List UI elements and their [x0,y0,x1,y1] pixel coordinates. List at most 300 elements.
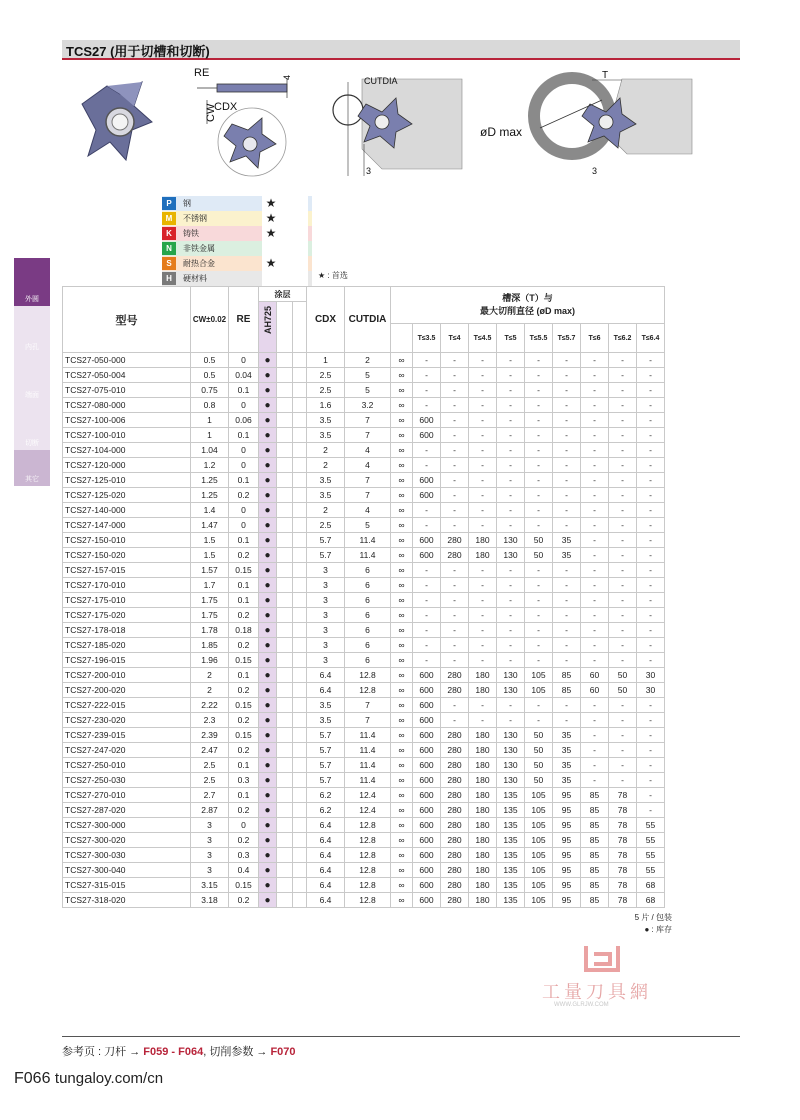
cell-depth: 35 [553,533,581,548]
cell-grade-stock: ● [259,608,277,623]
cell-depth: - [525,698,553,713]
cell-depth: 280 [441,683,469,698]
cell-infinity: ∞ [391,488,413,503]
cell-grade-stock: ● [259,353,277,368]
cell-depth: - [581,383,609,398]
cell-blank [293,833,307,848]
cell-blank [277,368,293,383]
cell-blank [277,518,293,533]
cell-depth: 180 [469,668,497,683]
cell-blank [293,488,307,503]
cell-grade-stock: ● [259,503,277,518]
cell-grade-stock: ● [259,683,277,698]
cell-model: TCS27-230-020 [63,713,191,728]
cell-grade-stock: ● [259,413,277,428]
legend-preferred-mark [262,241,280,256]
cell-depth: 50 [525,743,553,758]
table-row [63,773,665,788]
table-row [63,428,665,443]
cell-depth: 50 [525,758,553,773]
cell-blank [293,443,307,458]
cell-grade-stock: ● [259,458,277,473]
cell-depth: 180 [469,533,497,548]
cell-cw: 1.75 [191,608,229,623]
cell-grade-stock: ● [259,368,277,383]
cell-blank [277,893,293,908]
cell-cw: 0.75 [191,383,229,398]
cell-depth: - [609,488,637,503]
cell-depth: 280 [441,743,469,758]
cell-cw: 1.04 [191,443,229,458]
cell-depth: - [441,518,469,533]
cell-re: 0 [229,818,259,833]
cell-depth: - [413,623,441,638]
cell-grade-stock: ● [259,398,277,413]
cell-depth: - [469,428,497,443]
cell-re: 0 [229,443,259,458]
cell-depth: - [497,593,525,608]
legend-material: 钢 [183,199,191,208]
cell-depth: - [609,623,637,638]
cell-cw: 3 [191,833,229,848]
cell-depth: 600 [413,698,441,713]
cell-cdx: 3 [307,623,345,638]
cell-blank [293,353,307,368]
cell-grade-stock: ● [259,518,277,533]
cell-depth: - [553,398,581,413]
cell-blank [293,848,307,863]
cell-depth: 95 [553,818,581,833]
cw-label: CW [205,103,217,122]
site-url[interactable]: tungaloy.com/cn [54,1070,164,1087]
header-blank-2 [293,302,307,353]
table-row [63,563,665,578]
cell-depth: 600 [413,743,441,758]
cell-grade-stock: ● [259,653,277,668]
cell-model: TCS27-300-000 [63,818,191,833]
cell-depth: 85 [553,668,581,683]
cell-blank [277,878,293,893]
cell-cutdia: 12.8 [345,893,391,908]
header-depth-line2: 最大切削直径 (øD max) [479,306,575,317]
cell-cutdia: 3.2 [345,398,391,413]
table-row [63,383,665,398]
cell-re: 0.2 [229,608,259,623]
footer [14,1070,163,1088]
cell-blank [277,863,293,878]
cell-re: 0.2 [229,833,259,848]
cell-depth: - [441,473,469,488]
cell-depth: - [553,638,581,653]
cell-re: 0.1 [229,758,259,773]
side-tab-1[interactable] [14,306,50,354]
cell-model: TCS27-250-010 [63,758,191,773]
cell-depth: - [525,353,553,368]
side-tab-label: 内孔 [25,344,39,351]
table-row [63,548,665,563]
cell-blank [277,608,293,623]
cell-model: TCS27-300-020 [63,833,191,848]
cell-depth: - [581,413,609,428]
cell-blank [293,818,307,833]
cell-depth: 280 [441,878,469,893]
cell-depth: 85 [581,803,609,818]
side-tab-2[interactable] [14,354,50,402]
cell-depth: - [637,698,665,713]
cell-model: TCS27-222-015 [63,698,191,713]
cell-depth: - [581,773,609,788]
header-depth-col: T≤5.7 [553,324,581,353]
cell-depth: - [637,443,665,458]
insert-dimension-drawing [194,67,292,176]
cell-depth: 600 [413,803,441,818]
cell-depth: 130 [497,728,525,743]
cell-depth: - [553,428,581,443]
cell-model: TCS27-315-015 [63,878,191,893]
cell-blank [293,713,307,728]
cell-depth: - [441,653,469,668]
cell-depth: 135 [497,833,525,848]
cell-depth: - [637,428,665,443]
cell-depth: - [469,503,497,518]
cell-depth: - [441,593,469,608]
cell-depth: - [497,458,525,473]
cell-infinity: ∞ [391,743,413,758]
cell-blank [277,578,293,593]
cell-cutdia: 7 [345,698,391,713]
table-row [63,803,665,818]
cell-cw: 0.5 [191,368,229,383]
cell-depth: 180 [469,833,497,848]
cell-depth: 180 [469,848,497,863]
cell-depth: - [441,353,469,368]
cell-depth: - [581,608,609,623]
cell-depth: 600 [413,863,441,878]
cell-depth: - [637,578,665,593]
cell-blank [277,788,293,803]
cell-blank [277,353,293,368]
cell-depth: 280 [441,728,469,743]
cell-depth: - [469,593,497,608]
cell-blank [277,488,293,503]
cell-blank [293,878,307,893]
cell-depth: 60 [581,683,609,698]
cell-depth: - [469,473,497,488]
cell-depth: - [525,638,553,653]
cell-model: TCS27-175-020 [63,608,191,623]
cell-infinity: ∞ [391,503,413,518]
cell-model: TCS27-185-020 [63,638,191,653]
table-row [63,758,665,773]
cell-cutdia: 11.4 [345,728,391,743]
cell-depth: - [637,533,665,548]
legend-cell [280,196,294,211]
cell-re: 0.1 [229,383,259,398]
cell-cutdia: 4 [345,458,391,473]
cell-blank [277,683,293,698]
cell-depth: - [441,698,469,713]
cell-depth: - [553,488,581,503]
cell-blank [277,428,293,443]
cell-depth: - [609,758,637,773]
cell-depth: 600 [413,818,441,833]
cell-cutdia: 12.8 [345,818,391,833]
cell-depth: - [525,428,553,443]
side-tab-0[interactable] [14,258,50,306]
cell-re: 0.04 [229,368,259,383]
cell-depth: - [581,503,609,518]
cell-cdx: 3 [307,608,345,623]
cell-depth: - [469,608,497,623]
cell-cw: 1.5 [191,533,229,548]
cell-depth: 600 [413,713,441,728]
cell-re: 0.15 [229,563,259,578]
cell-infinity: ∞ [391,653,413,668]
cell-blank [293,533,307,548]
side-tab-label: 切断 [25,440,39,447]
cell-cdx: 6.4 [307,668,345,683]
cell-blank [277,623,293,638]
cell-depth: - [637,488,665,503]
watermark-logo-icon [582,942,622,974]
legend-cell [294,256,308,271]
cell-infinity: ∞ [391,713,413,728]
pack-note: 5 片 / 包装 [634,913,672,922]
cell-model: TCS27-200-010 [63,668,191,683]
cell-blank [277,458,293,473]
cell-re: 0.3 [229,773,259,788]
cell-depth: - [581,578,609,593]
cell-infinity: ∞ [391,758,413,773]
cutdia-label: CUTDIA [364,76,398,86]
side-tab-3[interactable] [14,402,50,450]
cell-re: 0 [229,353,259,368]
cell-re: 0.2 [229,743,259,758]
cell-depth: 130 [497,758,525,773]
cell-blank [277,668,293,683]
side-tab-label: 外圆 [25,296,39,303]
cell-infinity: ∞ [391,428,413,443]
cell-blank [277,503,293,518]
cell-depth: - [609,533,637,548]
cell-infinity: ∞ [391,728,413,743]
cell-depth: - [553,563,581,578]
cell-re: 0.4 [229,863,259,878]
cell-model: TCS27-250-030 [63,773,191,788]
cell-re: 0.3 [229,848,259,863]
cell-re: 0 [229,458,259,473]
dim-3b-label: 3 [592,166,598,176]
cell-cdx: 3 [307,638,345,653]
cell-depth: - [637,518,665,533]
cell-model: TCS27-300-030 [63,848,191,863]
cell-grade-stock: ● [259,578,277,593]
cell-depth: 55 [637,833,665,848]
cell-blank [293,578,307,593]
cell-depth: - [525,488,553,503]
cell-depth: 78 [609,893,637,908]
cell-re: 0.2 [229,548,259,563]
cell-blank [293,743,307,758]
cell-cw: 1.25 [191,473,229,488]
legend-preferred-mark: ★ [262,256,280,271]
cell-depth: 600 [413,683,441,698]
reference-link-holder[interactable]: F059 - F064 [143,1046,204,1058]
cell-depth: - [441,713,469,728]
cell-depth: - [553,413,581,428]
cell-infinity: ∞ [391,803,413,818]
dim-4-label: 4 [282,74,292,80]
side-tab-label: 端面 [25,392,39,399]
cell-depth: - [609,443,637,458]
legend-preferred-mark: ★ [262,211,280,226]
cell-model: TCS27-170-010 [63,578,191,593]
cell-cdx: 5.7 [307,728,345,743]
cell-re: 0 [229,518,259,533]
cell-depth: - [581,548,609,563]
reference-line [62,1043,296,1059]
cell-depth: - [581,593,609,608]
reference-link-params[interactable]: F070 [270,1046,296,1058]
cell-depth: - [637,743,665,758]
cell-depth: - [553,503,581,518]
cell-depth: - [441,428,469,443]
cell-infinity: ∞ [391,533,413,548]
cell-depth: - [441,368,469,383]
cell-depth: - [609,458,637,473]
cell-cw: 3 [191,848,229,863]
cell-re: 0.18 [229,623,259,638]
cell-re: 0.1 [229,578,259,593]
cell-cutdia: 12.8 [345,683,391,698]
cell-cw: 2.5 [191,758,229,773]
header-depth-col: T≤6.2 [609,324,637,353]
cell-depth: 600 [413,848,441,863]
cell-cw: 1.7 [191,578,229,593]
table-row [63,488,665,503]
cell-grade-stock: ● [259,863,277,878]
cell-depth: - [525,653,553,668]
cell-depth: - [609,608,637,623]
cell-depth: 280 [441,818,469,833]
cell-depth: - [413,398,441,413]
legend-code: P [162,197,176,210]
cell-depth: - [497,638,525,653]
cell-model: TCS27-270-010 [63,788,191,803]
cell-depth: 105 [525,833,553,848]
cell-blank [293,683,307,698]
cell-depth: - [581,428,609,443]
cell-blank [277,848,293,863]
cell-depth: - [553,608,581,623]
header-depth-col: T≤6 [581,324,609,353]
side-tab-4[interactable] [14,450,50,486]
cell-depth: 135 [497,863,525,878]
legend-preferred-mark: ★ [262,196,280,211]
cell-depth: - [609,353,637,368]
cell-infinity: ∞ [391,623,413,638]
cell-depth: - [637,413,665,428]
legend-cell [294,226,308,241]
cell-depth: - [609,638,637,653]
header-depth-inf [391,324,413,353]
table-row [63,863,665,878]
pack-notes [600,912,672,936]
cell-re: 0.1 [229,668,259,683]
cell-depth: - [581,623,609,638]
cell-depth: 600 [413,668,441,683]
cell-model: TCS27-125-010 [63,473,191,488]
reference-divider [62,1036,740,1037]
cell-re: 0.06 [229,413,259,428]
cell-blank [293,593,307,608]
cell-grade-stock: ● [259,443,277,458]
cell-blank [277,383,293,398]
cell-depth: 600 [413,548,441,563]
cell-cutdia: 11.4 [345,743,391,758]
cell-cdx: 3.5 [307,713,345,728]
cell-cdx: 3.5 [307,428,345,443]
cell-cutdia: 11.4 [345,773,391,788]
header-depth-col: T≤5 [497,324,525,353]
cell-cdx: 2.5 [307,518,345,533]
insert-illustrations [62,64,740,192]
cell-depth: - [413,383,441,398]
cell-cdx: 3.5 [307,413,345,428]
cell-depth: - [497,428,525,443]
header-coating: 涂层 [259,287,307,302]
header-grade [259,302,277,353]
cell-depth: - [413,443,441,458]
cell-depth: 130 [497,533,525,548]
cell-depth: - [497,368,525,383]
cell-depth: - [553,623,581,638]
watermark-text: 工量刀具網 [542,982,652,1003]
insert-3d-image [82,82,152,160]
cell-depth: - [441,563,469,578]
cell-infinity: ∞ [391,518,413,533]
cell-depth: 600 [413,728,441,743]
cell-cutdia: 12.8 [345,668,391,683]
cell-depth: 180 [469,548,497,563]
cell-cw: 1 [191,413,229,428]
cell-depth: - [637,383,665,398]
cell-model: TCS27-080-000 [63,398,191,413]
cell-depth: - [553,458,581,473]
cell-depth: 30 [637,683,665,698]
cell-depth: - [637,773,665,788]
cell-model: TCS27-150-020 [63,548,191,563]
cell-cdx: 3 [307,593,345,608]
cell-blank [293,473,307,488]
cell-depth: - [497,563,525,578]
cdx-label: CDX [214,101,238,113]
cell-blank [277,593,293,608]
cell-grade-stock: ● [259,758,277,773]
cell-blank [293,458,307,473]
cell-cdx: 6.2 [307,788,345,803]
cell-model: TCS27-125-020 [63,488,191,503]
watermark [536,942,696,1012]
cell-cutdia: 12.8 [345,863,391,878]
side-tab-label: 其它 [25,476,39,483]
cell-depth: 95 [553,863,581,878]
cell-cutdia: 5 [345,383,391,398]
cell-cw: 1.96 [191,653,229,668]
cell-depth: - [413,638,441,653]
cell-depth: 130 [497,668,525,683]
cell-blank [277,638,293,653]
